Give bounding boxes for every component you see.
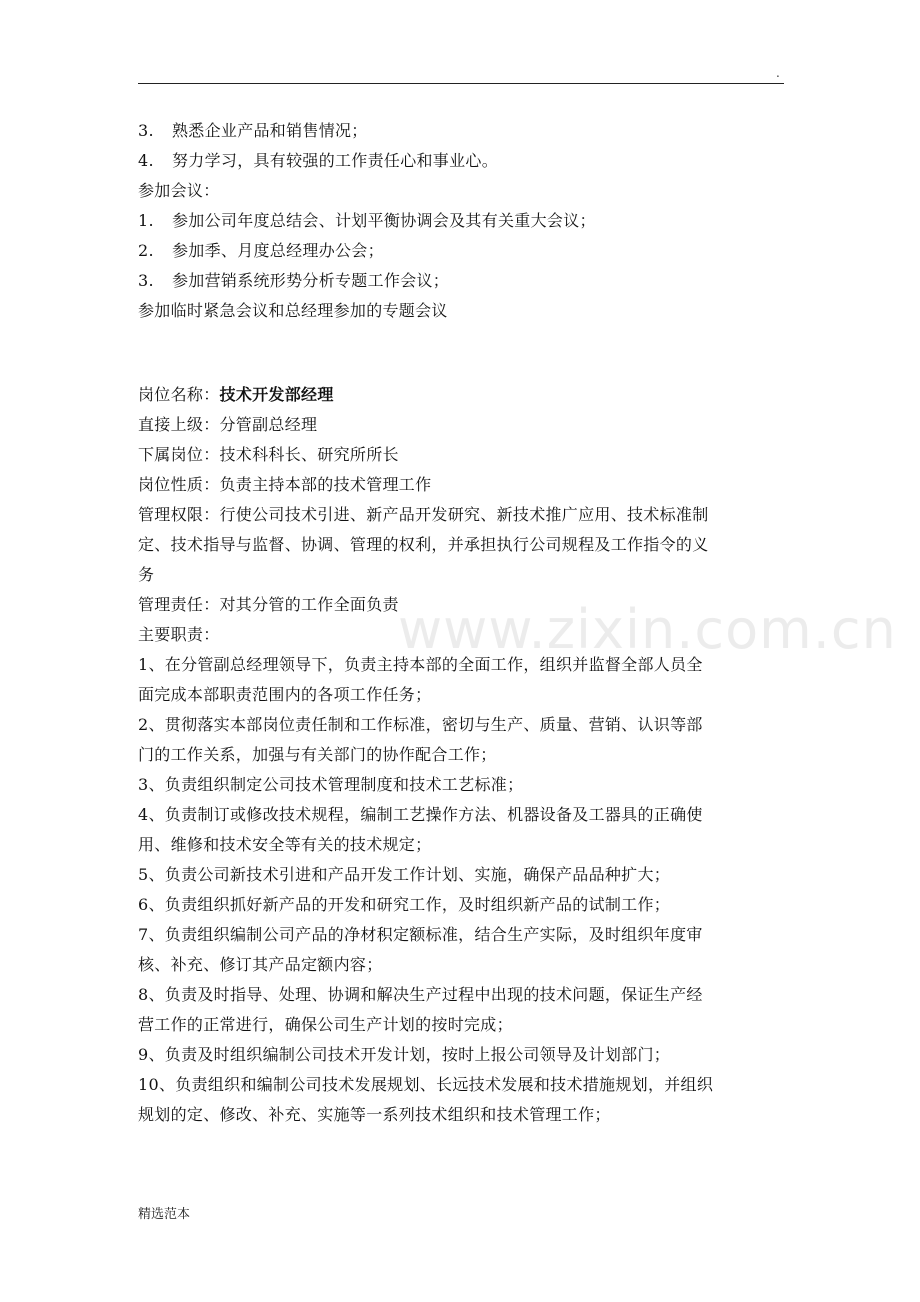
- job-authority-line: 定、技术指导与监督、协调、管理的权利，并承担执行公司规程及工作指令的义: [138, 535, 709, 554]
- meeting-heading: 参加会议：: [138, 181, 220, 200]
- duty-line: 10、负责组织和编制公司技术发展规划、长远技术发展和技术措施规划，并组织: [138, 1075, 714, 1094]
- duty-line: 核、补充、修订其产品定额内容；: [138, 955, 383, 974]
- list-text: 参加营销系统形势分析专题工作会议；: [172, 271, 450, 290]
- meeting-item: [138, 266, 788, 296]
- duty-line: 2、贯彻落实本部岗位责任制和工作标准，密切与生产、质量、营销、认识等部: [138, 715, 703, 734]
- duty-line: 营工作的正常进行，确保公司生产计划的按时完成；: [138, 1015, 513, 1034]
- meeting-last: 参加临时紧急会议和总经理参加的专题会议: [138, 301, 448, 320]
- duty-line: 3、负责组织制定公司技术管理制度和技术工艺标准；: [138, 775, 524, 794]
- header-rule: [138, 83, 784, 84]
- job-name: [138, 380, 788, 410]
- duties-heading: 主要职责：: [138, 625, 220, 644]
- watermark: www.zixin.com.cn: [398, 598, 897, 661]
- duty-line: 面完成本部职责范围内的各项工作任务；: [138, 685, 432, 704]
- list-number: 3.: [138, 121, 154, 140]
- job-name-value: 技术开发部经理: [219, 385, 334, 404]
- list-number: 2.: [138, 241, 154, 260]
- list-item: [138, 146, 788, 176]
- job-subordinate: 下属岗位：技术科科长、研究所所长: [138, 445, 399, 464]
- job-superior: 直接上级：分管副总经理: [138, 415, 318, 434]
- duty-line: 1、在分管副总经理领导下，负责主持本部的全面工作，组织并监督全部人员全: [138, 655, 703, 674]
- duty-line: 6、负责组织抓好新产品的开发和研究工作，及时组织新产品的试制工作；: [138, 895, 671, 914]
- duty-line: 5、负责公司新技术引进和产品开发工作计划、实施，确保产品品种扩大；: [138, 865, 671, 884]
- job-name-label: 岗位名称：: [138, 385, 220, 404]
- list-text: 努力学习，具有较强的工作责任心和事业心。: [172, 151, 499, 170]
- list-text: 参加季、月度总经理办公会；: [172, 241, 384, 260]
- list-text: 熟悉企业产品和销售情况；: [172, 121, 368, 140]
- duty-line: 7、负责组织编制公司产品的净材积定额标准，结合生产实际，及时组织年度审: [138, 925, 703, 944]
- list-item: [138, 116, 788, 146]
- meeting-item: [138, 206, 788, 236]
- list-number: 4.: [138, 151, 154, 170]
- meeting-item: [138, 236, 788, 266]
- header-mark: .: [776, 66, 780, 80]
- duty-line: 规划的定、修改、补充、实施等一系列技术组织和技术管理工作；: [138, 1105, 611, 1124]
- list-number: 1.: [138, 211, 154, 230]
- list-number: 3.: [138, 271, 154, 290]
- section-gap: [138, 326, 788, 380]
- job-authority-line: 管理权限：行使公司技术引进、新产品开发研究、新技术推广应用、技术标准制: [138, 505, 709, 524]
- duty-line: 门的工作关系，加强与有关部门的协作配合工作；: [138, 745, 497, 764]
- job-nature: 岗位性质：负责主持本部的技术管理工作: [138, 475, 432, 494]
- duty-line: 4、负责制订或修改技术规程，编制工艺操作方法、机器设备及工器具的正确使: [138, 805, 703, 824]
- job-responsibility: 管理责任：对其分管的工作全面负责: [138, 595, 399, 614]
- duty-line: 8、负责及时指导、处理、协调和解决生产过程中出现的技术问题，保证生产经: [138, 985, 703, 1004]
- duty-line: 用、维修和技术安全等有关的技术规定；: [138, 835, 432, 854]
- footer-text: 精选范本: [138, 1207, 191, 1222]
- duty-line: 9、负责及时组织编制公司技术开发计划，按时上报公司领导及计划部门；: [138, 1045, 671, 1064]
- list-text: 参加公司年度总结会、计划平衡协调会及其有关重大会议；: [172, 211, 596, 230]
- job-authority-line: 务: [138, 565, 155, 584]
